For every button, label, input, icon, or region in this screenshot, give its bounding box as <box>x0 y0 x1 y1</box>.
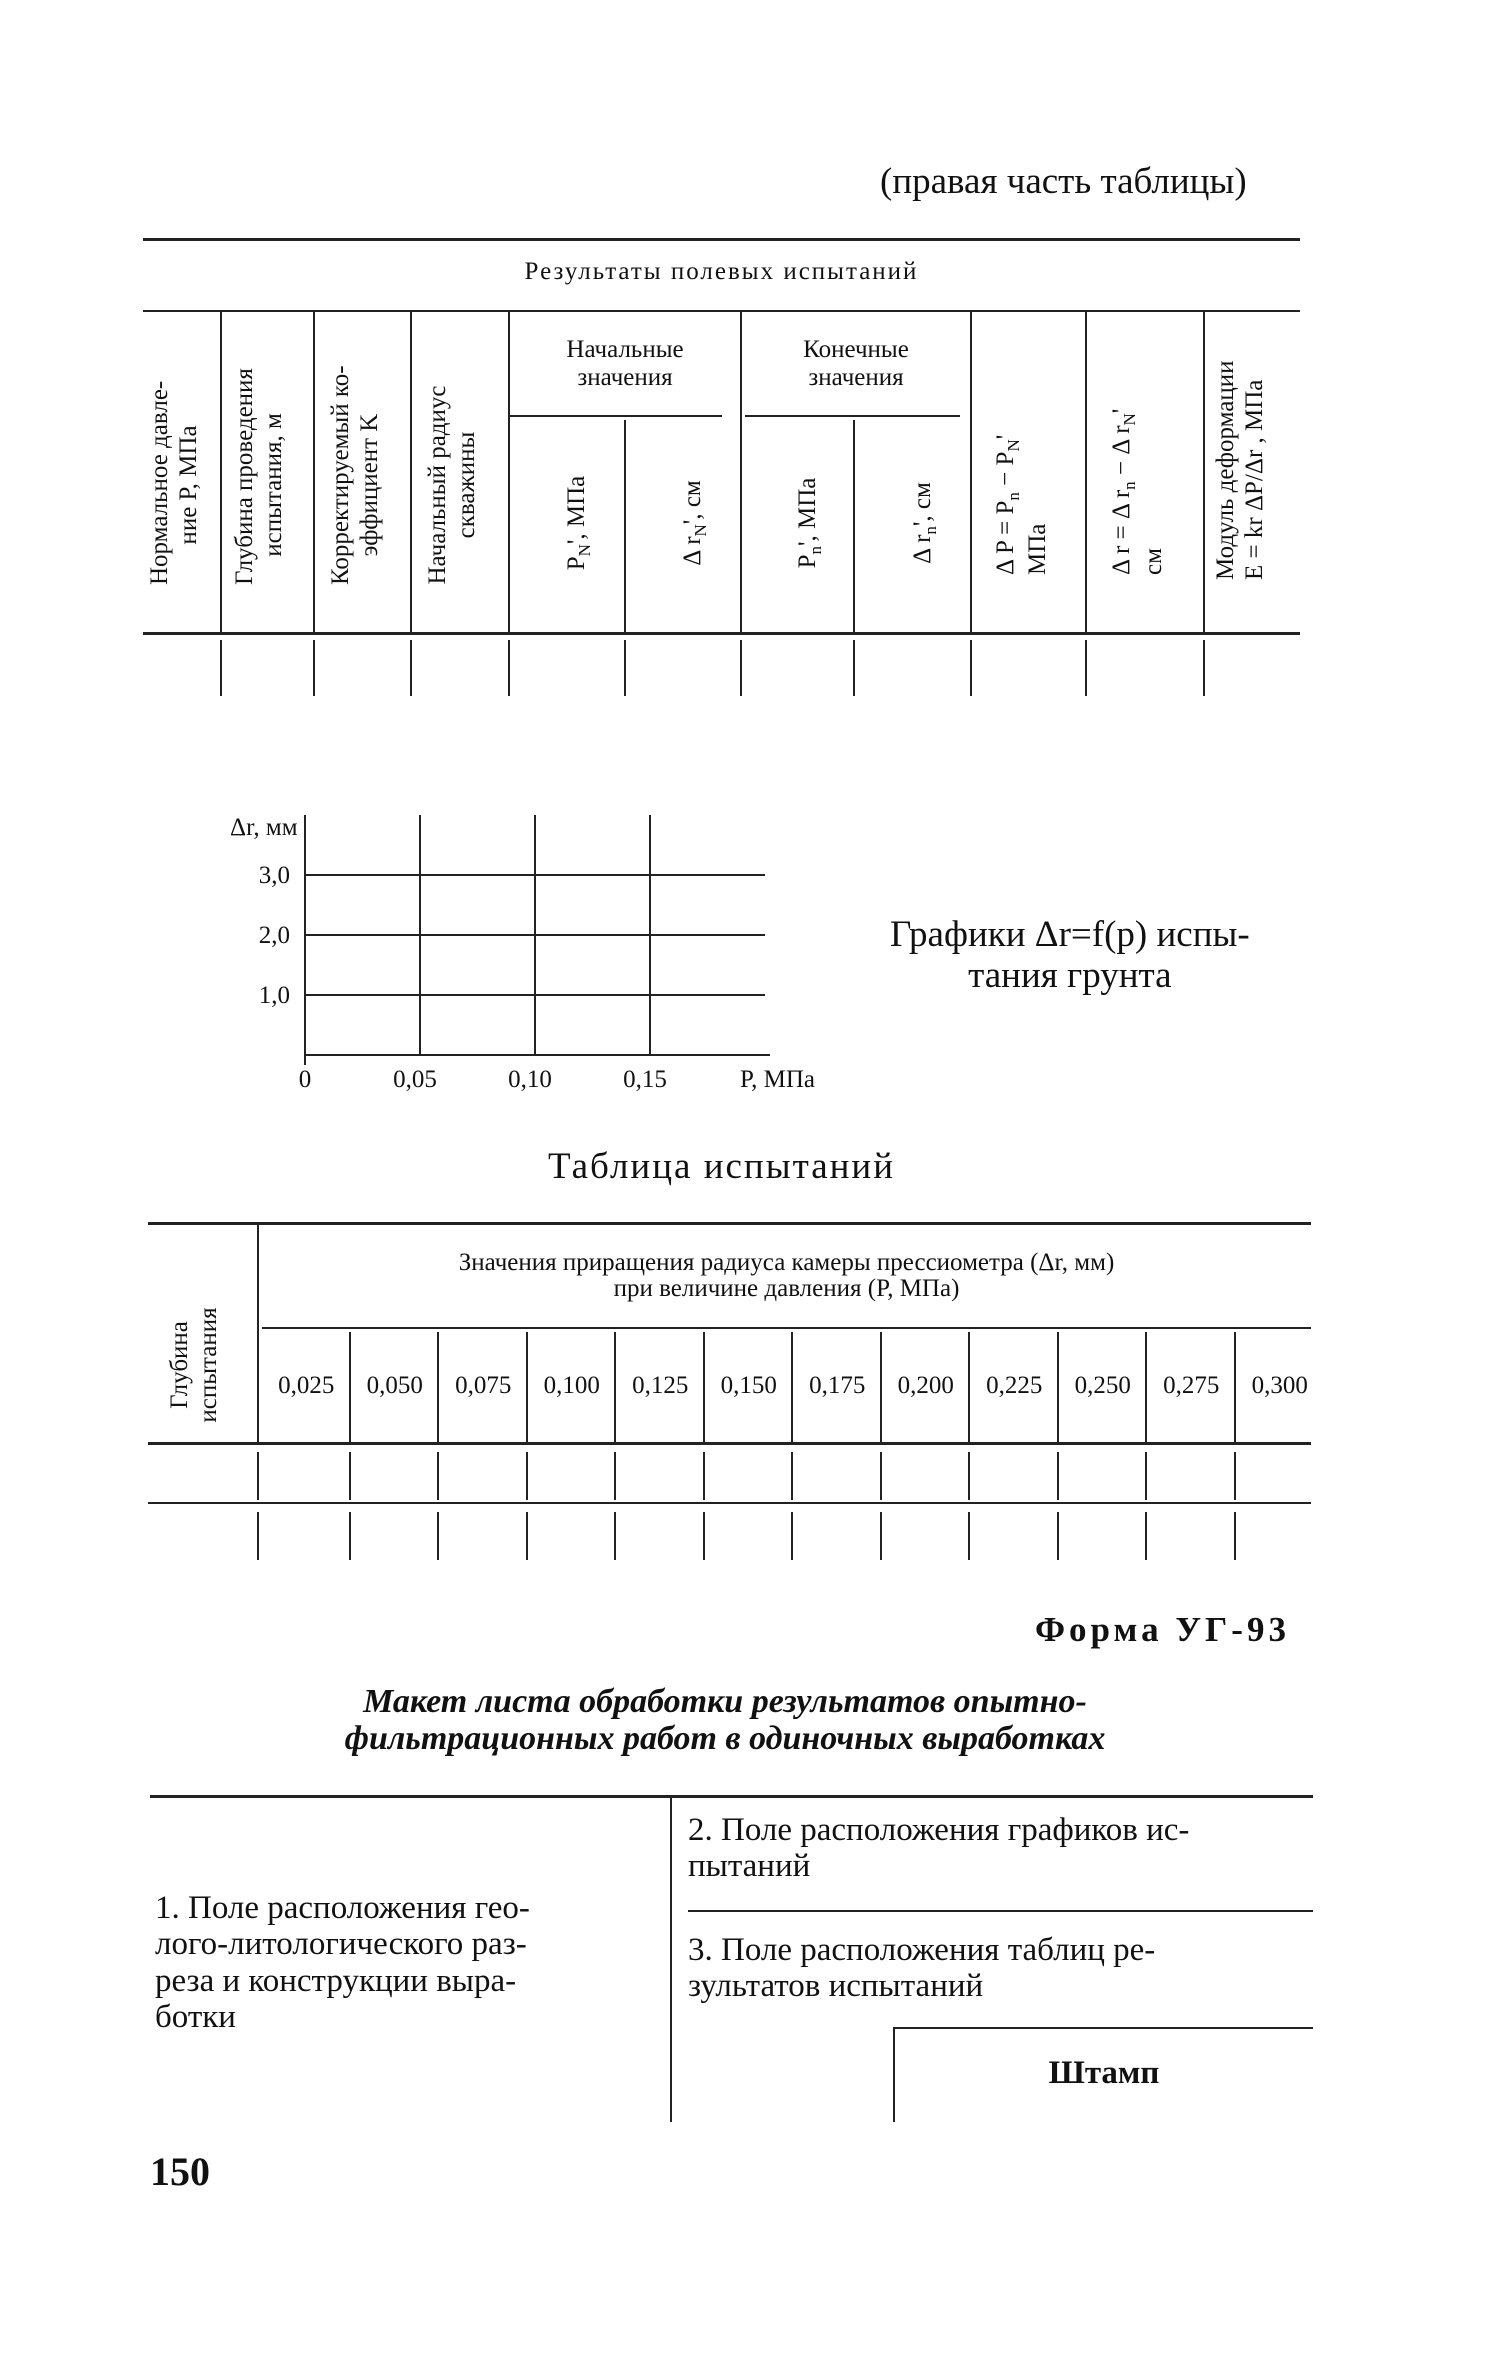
col-header-pn-final: $P_n'$, МПа <box>794 477 825 569</box>
col-header-normal-pressure: Нормальное давле- ние P, МПа <box>146 380 202 585</box>
body-col-sep <box>349 1452 351 1500</box>
body-col-sep <box>257 1452 259 1500</box>
depth-header: Глубина испытания <box>166 1307 222 1423</box>
pressure-group-rule <box>262 1327 1311 1329</box>
pressure-header-cell: 0,225 <box>986 1372 1043 1399</box>
body-col-sep <box>1057 1452 1059 1500</box>
col-sep <box>220 312 222 632</box>
body-col-sep <box>791 1452 793 1500</box>
right-part-label: (правая часть таблицы) <box>880 161 1247 202</box>
col-sep <box>410 312 412 632</box>
pressure-header-cell: 0,075 <box>455 1372 512 1399</box>
pressure-header-cell: 0,175 <box>809 1372 866 1399</box>
col-sep <box>1085 312 1087 632</box>
chart-caption: Графики Δr=f(p) испы- тания грунта <box>890 914 1250 996</box>
col-header-deformation-modulus: Модуль деформации E = kr ΔP/Δr , МПа <box>1212 360 1268 580</box>
col-sep <box>624 420 626 632</box>
form-title: Макет листа обработки результатов опытно- фильтрационных работ в одиночных выработках <box>344 1683 1106 1758</box>
body-col-sep <box>437 1452 439 1500</box>
pressure-header-cell: 0,025 <box>278 1372 335 1399</box>
stamp-top-rule <box>893 2027 1313 2029</box>
pressure-header-cell: 0,150 <box>720 1372 777 1399</box>
x-tick-label: 0,05 <box>393 1066 437 1093</box>
col-header-pn-initial: $P_N'$, МПа <box>563 475 594 571</box>
col-sep <box>1203 312 1205 632</box>
body-col-sep <box>1145 1452 1147 1500</box>
y-tick-label: 1,0 <box>258 982 290 1009</box>
col-header-dr-final: Δ $r_n'$, см <box>909 482 940 564</box>
pressure-header-cell: 0,300 <box>1251 1372 1308 1399</box>
page-number: 150 <box>150 2149 210 2194</box>
col-header-test-depth: Глубина проведения испытания, м <box>231 368 287 585</box>
body-col-sep <box>880 1512 882 1560</box>
body-sep <box>624 640 626 696</box>
body-col-sep <box>968 1452 970 1500</box>
body-col-sep <box>1057 1512 1059 1560</box>
body-col-sep <box>968 1512 970 1560</box>
form-top-rule <box>150 1795 1313 1798</box>
col-header-initial-radius: Начальный радиус скважины <box>424 385 480 585</box>
group-initial: Начальные значения <box>566 336 684 391</box>
form-label: Форма УГ-93 <box>1035 1610 1290 1649</box>
pressure-header-cell: 0,275 <box>1163 1372 1220 1399</box>
body-sep <box>740 640 742 696</box>
body-col-sep <box>791 1512 793 1560</box>
col-header-dr-initial: Δ $r_N'$, см <box>679 480 710 566</box>
form-divider <box>670 1797 672 2122</box>
body-sep <box>1203 640 1205 696</box>
test-table-row-rule <box>148 1502 1311 1504</box>
body-sep <box>853 640 855 696</box>
body-col-sep <box>437 1512 439 1560</box>
stamp-box: Штамп <box>1048 2055 1160 2091</box>
body-sep <box>220 640 222 696</box>
body-sep <box>313 640 315 696</box>
pressure-header-cell: 0,050 <box>366 1372 423 1399</box>
body-col-sep <box>1145 1512 1147 1560</box>
title-rule <box>143 310 1300 312</box>
col-sep <box>313 312 315 632</box>
body-col-sep <box>703 1452 705 1500</box>
x-tick-label: 0,15 <box>623 1066 667 1093</box>
y-tick-label: 2,0 <box>258 922 290 949</box>
x-axis-label: P, МПа <box>740 1066 816 1093</box>
form-mid-rule <box>688 1910 1313 1912</box>
col-sep <box>970 312 972 632</box>
x-tick-label: 0 <box>298 1066 312 1093</box>
pressure-header-cell: 0,250 <box>1074 1372 1131 1399</box>
x-tick-label: 0,10 <box>508 1066 552 1093</box>
test-table-top-rule <box>148 1222 1311 1225</box>
body-col-sep <box>703 1512 705 1560</box>
field-table-title: Результаты полевых испытаний <box>524 258 919 285</box>
test-table-header-rule <box>148 1442 1311 1445</box>
field-geology-section: 1. Поле расположения гео- лого-литологического раз- реза и конструкции выра- ботки <box>155 1890 530 2035</box>
field-test-tables: 3. Поле расположения таблиц ре- зультатов испытаний <box>688 1932 1156 2005</box>
pressure-header-cell: 0,100 <box>543 1372 600 1399</box>
group-final: Конечные значения <box>803 336 909 391</box>
field-test-graphs: 2. Поле расположения графиков ис- пытаний <box>688 1812 1190 1885</box>
pressure-header-cell: 0,200 <box>897 1372 954 1399</box>
pressure-group-header: Значения приращения радиуса камеры прессиометра (Δr, мм) при величине давления (P, МПа) <box>458 1249 1115 1303</box>
table-top-rule <box>143 238 1300 241</box>
col-header-k-coefficient: Корректируемый ко- эффициент K <box>327 365 383 585</box>
body-col-sep <box>614 1512 616 1560</box>
body-sep <box>1085 640 1087 696</box>
body-col-sep <box>526 1452 528 1500</box>
body-sep <box>970 640 972 696</box>
col-header-delta-p: Δ $P = P_n - P_N'$ МПа <box>992 434 1051 575</box>
body-col-sep <box>1234 1452 1236 1500</box>
pressure-header-cell: 0,125 <box>632 1372 689 1399</box>
header-bottom-rule <box>143 632 1300 635</box>
test-table-title: Таблица испытаний <box>547 1146 896 1187</box>
group-rule-initial <box>510 415 722 417</box>
y-tick-label: 3,0 <box>258 862 290 889</box>
y-axis-label: Δr, мм <box>230 814 298 841</box>
col-sep <box>853 420 855 632</box>
body-col-sep <box>349 1512 351 1560</box>
body-sep <box>410 640 412 696</box>
body-col-sep <box>880 1452 882 1500</box>
group-rule-final <box>745 415 960 417</box>
body-col-sep <box>257 1512 259 1560</box>
body-col-sep <box>614 1452 616 1500</box>
pressure-radius-chart <box>150 800 870 1100</box>
body-col-sep <box>1234 1512 1236 1560</box>
depth-col-sep <box>257 1224 259 1442</box>
body-sep <box>508 640 510 696</box>
body-col-sep <box>526 1512 528 1560</box>
col-header-delta-r: Δ r = Δ $r_n - \Delta$ $r_N'$ см <box>1108 408 1167 575</box>
